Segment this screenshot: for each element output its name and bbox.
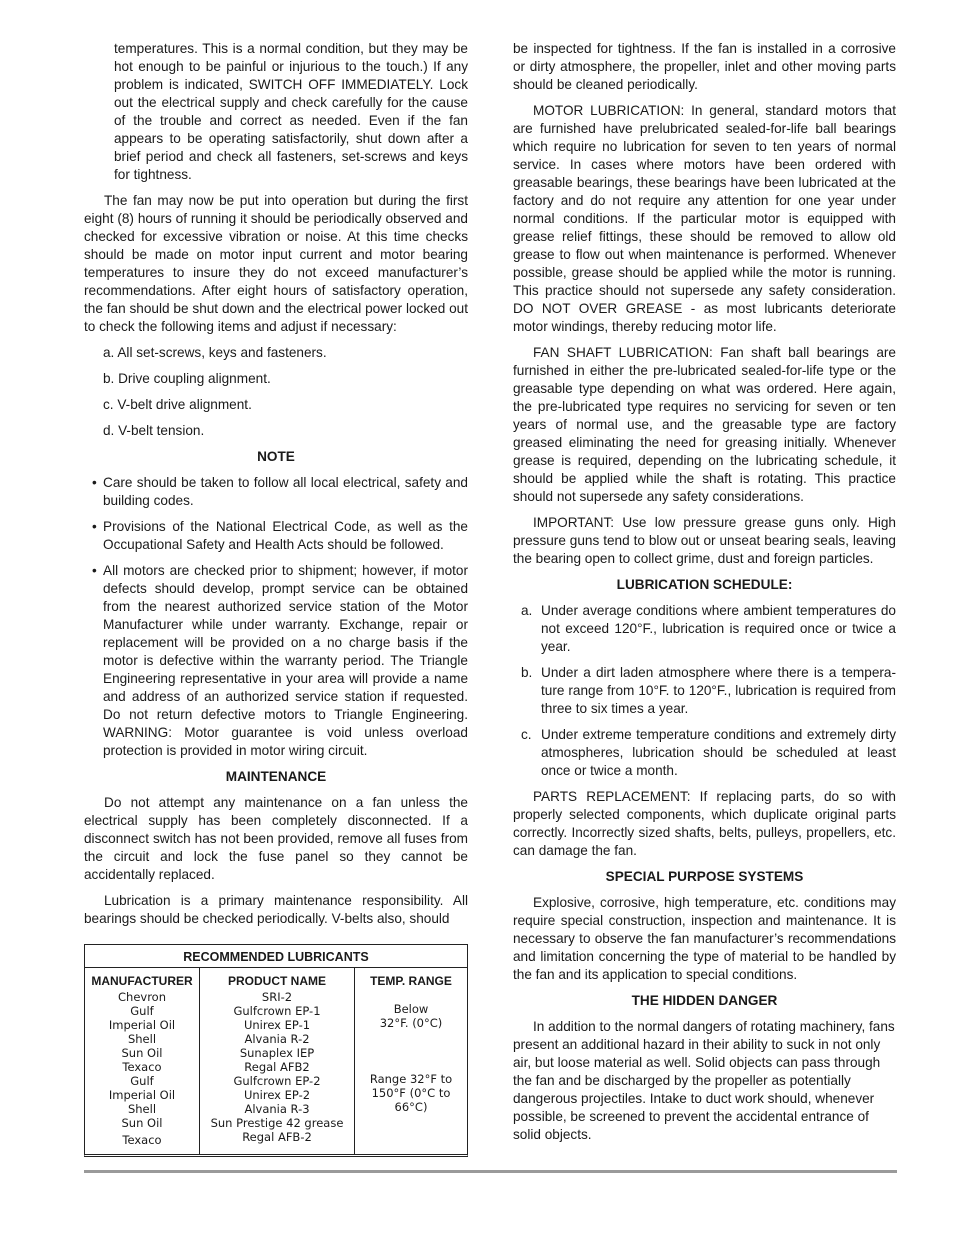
note-bullet: [84, 474, 468, 510]
table-cell: Texaco: [122, 1133, 162, 1147]
continued-maintenance-text: be inspected for tightness. If the fan is installed in a corrosive or dirty atmosphere, the propeller, inlet and other moving parts should be cleaned periodically.: [513, 41, 896, 92]
table-cell: 66°C): [394, 1100, 428, 1114]
left-column: [84, 40, 468, 936]
schedule-item: [513, 602, 896, 656]
table-cell: Shell: [127, 1102, 157, 1116]
table-cell: Chevron: [118, 990, 166, 1004]
schedule-text: Under extreme temperature conditions and extremely dirty atmospheres, lubrication should be scheduled at least once or twice a month.: [541, 727, 896, 778]
lubrication-schedule-heading: LUBRICATION SCHEDULE:: [616, 577, 793, 592]
operation-paragraph: The fan may now be put into operation but during the first eight (8) hours of running it should be periodically observed and checked for excessive vibration or noise. At this time checks should be made on motor input current and motor bearing temperatures to insure they do not exceed manufacturer’s recommendations. After eight hours of satisfactory operation, the fan should be shut down and the electrical power locked out to check the following items and adjust if necessary:: [84, 193, 468, 334]
schedule-text: Under a dirt laden atmosphere where there is a tempera-ture range from 10°F. to 120°F., lubrication is required from three to six times a year.: [541, 665, 896, 716]
note-text: Care should be taken to follow all local electrical, safety and building codes.: [103, 475, 468, 508]
table-cell: Sunaplex IEP: [239, 1046, 315, 1060]
table-cell: Shell: [127, 1032, 157, 1046]
schedule-label: b.: [521, 665, 533, 680]
schedule-label: a.: [521, 603, 533, 618]
right-column: [513, 40, 896, 1152]
special-purpose-paragraph: Explosive, corrosive, high temperature, etc. conditions may require special construction, inspection and maintenance. It is necessary to observe the fan manufacturer’s recommendations and limitation concerning the type of material to be handled by the fan and its application to special conditions.: [513, 895, 896, 982]
table-cell: Regal AFB2: [244, 1060, 310, 1074]
table-cell: Sun Oil: [121, 1116, 163, 1130]
table-cell: Regal AFB-2: [242, 1130, 312, 1144]
note-text: All motors are checked prior to shipment; however, if motor defects should develop, prompt service can be obtained from the nearest authorized service station of the Motor Manufacturer while under warranty. Exchange, repair or replacement will be provided on a no charge basis if the motor is defective within the warranty period. The Triangle Engineering representative in your area will provide a name and address of an authorized service station if requested. Do not return defective motors to Triangle Engineering. WARNING: Motor guarantee is void unless overload protection is provided in motor wiring circuit.: [103, 563, 468, 758]
temp-range-column: [355, 968, 467, 1154]
parts-replacement-paragraph: PARTS REPLACEMENT: If replacing parts, do so with properly selected components, which duplicate original parts correctly. Incorrectly sized shafts, belts, pulleys, propellers, etc. can damage the fan.: [513, 789, 896, 858]
table-cell: Gulf: [130, 1004, 154, 1018]
column-header: TEMP. RANGE: [370, 974, 452, 988]
table-cell: 150°F (0°C to: [371, 1086, 451, 1100]
maintenance-paragraph: Do not attempt any maintenance on a fan unless the electrical supply has been completely disconnected. If a disconnect switch has not been provided, remove all fuses from the circuit and lock the fuse panel so they cannot be accidentally replaced.: [84, 795, 468, 882]
table-cell: Range 32°F to: [369, 1072, 453, 1086]
table-cell: Gulfcrown EP-2: [233, 1074, 321, 1088]
continued-startup-text: temperatures. This is a normal condition, but they may be hot enough to be painful or injurious to the touch.) If any problem is indicated, SWITCH OFF IMMEDIATELY. Lock out the electrical supply and check carefully for the cause of the trouble and correct as needed. Even if the fan appears to be operating satisfactorily, shut down after a brief period and check all fasteners, set-screws and keys for tightness.: [114, 41, 468, 182]
table-cell: SRI-2: [261, 990, 293, 1004]
recommended-lubricants-table: [84, 944, 468, 1157]
schedule-item: [513, 726, 896, 780]
list-item: d. V-belt tension.: [103, 423, 205, 438]
schedule-item: [513, 664, 896, 718]
product-column: [200, 968, 355, 1154]
motor-lubrication-paragraph: MOTOR LUBRICATION: In general, standard motors that are furnished have prelubricated sealed-for-life ball bearings which require no lubrication for seven to ten years of normal service. In cases where motors have been ordered with greasable bearings, these bearings have been lubricated at the factory and do not require any attention for one year under normal conditions. If the particular motor is equipped with grease relief fittings, these should be removed to allow old grease to flow out when maintenance is performed. Whenever possible, grease should be applied while the motor is running. This practice should not supersede any safety consideration. DO NOT OVER GREASE - as most lubricants deteriorate motor windings, thereby reducing motor life.: [513, 103, 896, 334]
table-cell: Below: [393, 1002, 429, 1016]
note-bullet: [84, 518, 468, 554]
column-header: PRODUCT NAME: [228, 974, 326, 988]
table-cell: Gulfcrown EP-1: [233, 1004, 321, 1018]
table-cell: Gulf: [130, 1074, 154, 1088]
column-header: MANUFACTURER: [91, 974, 193, 988]
note-heading: NOTE: [257, 449, 295, 464]
schedule-label: c.: [521, 727, 532, 742]
check-list: [84, 344, 468, 440]
note-bullet: [84, 562, 468, 760]
table-cell: Imperial Oil: [108, 1018, 176, 1032]
hidden-danger-heading: THE HIDDEN DANGER: [631, 993, 778, 1008]
table-cell: Texaco: [122, 1060, 162, 1074]
maintenance-heading: MAINTENANCE: [225, 769, 327, 784]
list-item: c. V-belt drive alignment.: [103, 397, 252, 412]
table-body: [85, 968, 467, 1154]
special-purpose-heading: SPECIAL PURPOSE SYSTEMS: [605, 869, 804, 884]
important-paragraph: IMPORTANT: Use low pressure grease guns only. High pressure guns tend to blow out or unseat bearing seals, leaving the bearing open to collect grime, dust and foreign particles.: [513, 515, 896, 566]
list-item: b. Drive coupling alignment.: [103, 371, 271, 386]
table-cell: Alvania R-2: [244, 1032, 310, 1046]
lubrication-paragraph: Lubrication is a primary maintenance responsibility. All bearings should be checked periodically. V-belts also, should: [84, 893, 468, 926]
schedule-text: Under average conditions where ambient temperatures do not exceed 120°F., lubrication is required once or twice a year.: [541, 603, 896, 654]
table-cell: Unirex EP-2: [243, 1088, 311, 1102]
fan-shaft-lubrication-paragraph: FAN SHAFT LUBRICATION: Fan shaft ball bearings are furnished in either the pre-lubricated sealed-for-life type or the greasable type depending on what was ordered. Here again, the pre-lubricated type requires no servicing for seven or ten years of normal use, and the greasable type are factory greased eliminating the need for greasing initially. Whenever grease is required, depending on the lubricating schedule, it should be applied while the shaft is rotating. This practice should not supersede any safety considerations.: [513, 345, 896, 504]
table-cell: Sun Prestige 42 grease: [210, 1116, 344, 1130]
bullet-marker: •: [92, 519, 97, 534]
table-cell: Sun Oil: [121, 1046, 163, 1060]
note-text: Provisions of the National Electrical Code, as well as the Occupational Safety and Health Acts should be followed.: [103, 519, 468, 552]
table-cell: Imperial Oil: [108, 1088, 176, 1102]
table-cell: 32°F. (0°C): [379, 1016, 443, 1030]
manufacturer-column: [85, 968, 200, 1154]
table-cell: Unirex EP-1: [243, 1018, 311, 1032]
bullet-marker: •: [92, 563, 97, 578]
table-title: RECOMMENDED LUBRICANTS: [85, 945, 467, 968]
list-item: a. All set-screws, keys and fasteners.: [103, 345, 327, 360]
table-cell: Alvania R-3: [244, 1102, 310, 1116]
footer-divider: [84, 1170, 897, 1173]
bullet-marker: •: [92, 475, 97, 490]
hidden-danger-paragraph: In addition to the normal dangers of rotating machinery, fans present an additional hazard in their ability to suck in not only air, but loose material as well. Solid objects can pass through the fan and be discharged by the propeller as potentially dangerous projectiles. Intake to duct work should, whenever possible, be screened to prevent the accidental entrance of solid objects.: [513, 1019, 895, 1142]
